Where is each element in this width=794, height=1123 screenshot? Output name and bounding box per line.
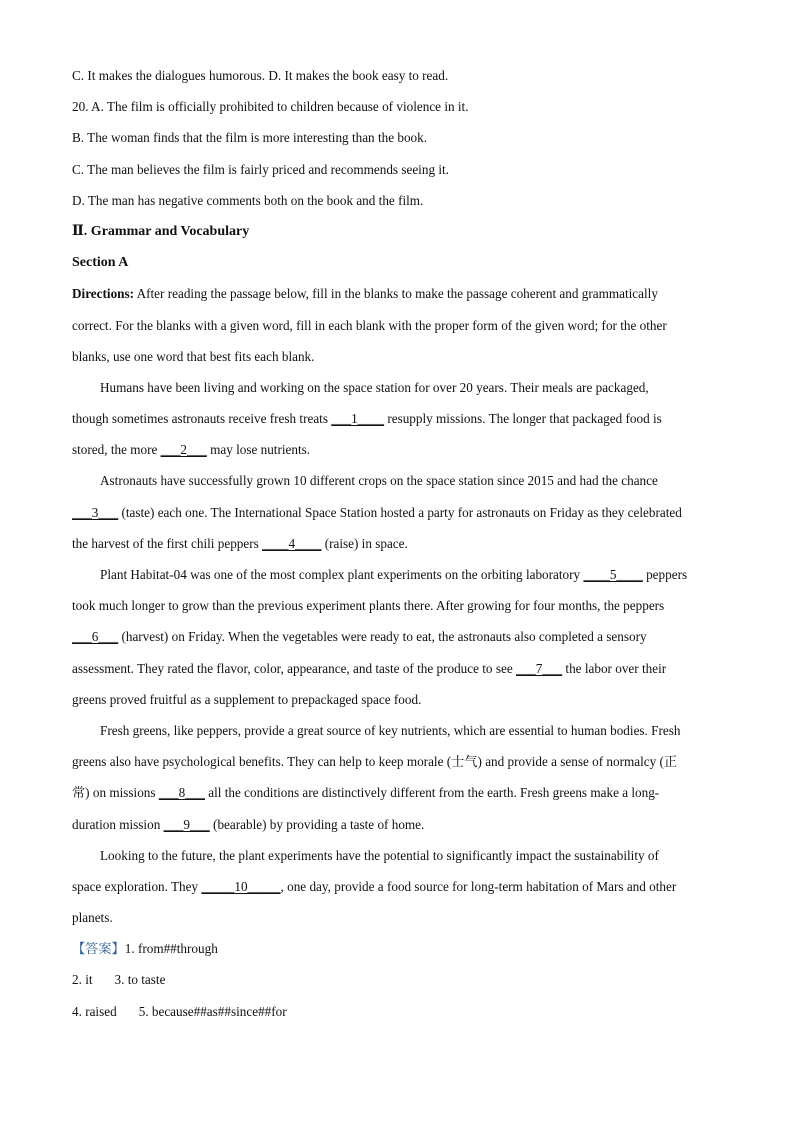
directions-text-1: After reading the passage below, fill in the blanks to make the passage coherent and grammatically xyxy=(134,286,658,302)
answer-line-2 xyxy=(72,967,722,998)
directions-label: Directions: xyxy=(72,286,135,302)
p1-text: resupply missions. The longer that packaged food is xyxy=(384,411,662,427)
p2-line-1: Astronauts have successfully grown 10 different crops on the space station since 2015 and had the chance xyxy=(100,473,658,489)
p3-line-5: greens proved fruitful as a supplement to prepackaged space food. xyxy=(72,691,422,707)
p1-text: may lose nutrients. xyxy=(206,442,311,458)
blank-10: _____10_____ xyxy=(201,878,281,894)
p4-line-4 xyxy=(72,812,722,843)
p1-text: though sometimes astronauts receive fresh treats xyxy=(72,411,332,427)
p1-line-3 xyxy=(72,437,722,468)
blank-2: ___2___ xyxy=(160,442,207,458)
p4-line-1: Fresh greens, like peppers, provide a great source of key nutrients, which are essential to human bodies. Fresh xyxy=(100,722,681,738)
blank-4: ____4____ xyxy=(262,535,322,551)
part2-title: Ⅱ. Grammar and Vocabulary xyxy=(72,223,250,239)
q20-option-c: C. The man believes the film is fairly priced and recommends seeing it. xyxy=(72,161,449,177)
q19-options xyxy=(72,63,722,94)
p3-line-1 xyxy=(72,562,722,593)
p3-text: Plant Habitat-04 was one of the most complex plant experiments on the orbiting laboratory xyxy=(100,567,584,582)
answer-3: 3. to taste xyxy=(114,972,166,988)
p2-line-2 xyxy=(72,500,722,531)
blank-6: ___6___ xyxy=(72,629,119,645)
p5-line-1: Looking to the future, the plant experiments have the potential to significantly impact the sustainability of xyxy=(100,847,659,863)
answer-label: 【答案】 xyxy=(72,941,125,957)
q19-option-d: D. It makes the book easy to read. xyxy=(268,68,449,83)
blank-1: ___1____ xyxy=(331,411,385,427)
directions-line-2: correct. For the blanks with a given word, fill in each blank with the proper form of the given word; for the other xyxy=(72,317,667,333)
blank-5: ____5____ xyxy=(583,567,643,582)
q20-option-d: D. The man has negative comments both on the book and the film. xyxy=(72,192,424,208)
answer-5: 5. because##as##since##for xyxy=(138,1003,287,1019)
p1-line-1: Humans have been living and working on the space station for over 20 years. Their meals are packaged, xyxy=(100,379,649,395)
p3-text: the labor over their xyxy=(562,660,667,676)
q20-option-a: 20. A. The film is officially prohibited to children because of violence in it. xyxy=(72,99,469,115)
p3-text: peppers xyxy=(642,567,688,582)
p3-text: assessment. They rated the flavor, color, appearance, and taste of the produce to see xyxy=(72,660,516,676)
p2-text: (taste) each one. The International Space Station hosted a party for astronauts on Friday as they celebrated xyxy=(118,504,682,520)
p4-text: all the conditions are distinctively different from the earth. Fresh greens make a long- xyxy=(204,785,660,801)
p4-text: duration mission xyxy=(72,816,164,832)
section-a-title: Section A xyxy=(72,255,129,271)
p5-text: space exploration. They xyxy=(72,878,202,894)
p5-line-2 xyxy=(72,874,722,905)
blank-8: ___8___ xyxy=(158,785,205,801)
blank-7: ___7___ xyxy=(515,660,563,676)
answer-line-3 xyxy=(72,999,722,1030)
p4-text: 常) on missions xyxy=(72,785,159,801)
q19-option-c: C. It makes the dialogues humorous. xyxy=(72,68,266,83)
p2-text: the harvest of the first chili peppers xyxy=(72,535,263,551)
directions-line-1 xyxy=(72,281,722,312)
p3-line-3 xyxy=(72,624,722,655)
answer-2: 2. it xyxy=(72,972,93,988)
p1-text: stored, the more xyxy=(72,442,161,458)
answer-1: 1. from##through xyxy=(124,941,218,957)
p3-line-2: took much longer to grow than the previous experiment plants there. After growing for four months, the peppers xyxy=(72,598,665,614)
p2-text: (raise) in space. xyxy=(321,535,408,551)
p1-line-2 xyxy=(72,406,722,437)
directions-line-3: blanks, use one word that best fits each blank. xyxy=(72,348,315,364)
answer-4: 4. raised xyxy=(72,1003,117,1019)
answer-line-1 xyxy=(72,936,722,967)
q20-option-b: B. The woman finds that the film is more interesting than the book. xyxy=(72,130,428,146)
p3-line-4 xyxy=(72,656,722,687)
p4-text: (bearable) by providing a taste of home. xyxy=(209,816,425,832)
blank-9: ___9___ xyxy=(163,816,210,832)
p3-text: (harvest) on Friday. When the vegetables were ready to eat, the astronauts also completed a sensory xyxy=(118,629,647,645)
p4-line-2: greens also have psychological benefits. They can help to keep morale (士气) and provide a sense of normalcy (正 xyxy=(72,754,678,770)
document-page xyxy=(72,63,722,1030)
p5-line-3: planets. xyxy=(72,910,113,926)
p2-line-3 xyxy=(72,531,722,562)
p5-text: , one day, provide a food source for long-term habitation of Mars and other xyxy=(280,878,677,894)
p4-line-3 xyxy=(72,780,722,811)
blank-3: ___3___ xyxy=(72,504,119,520)
